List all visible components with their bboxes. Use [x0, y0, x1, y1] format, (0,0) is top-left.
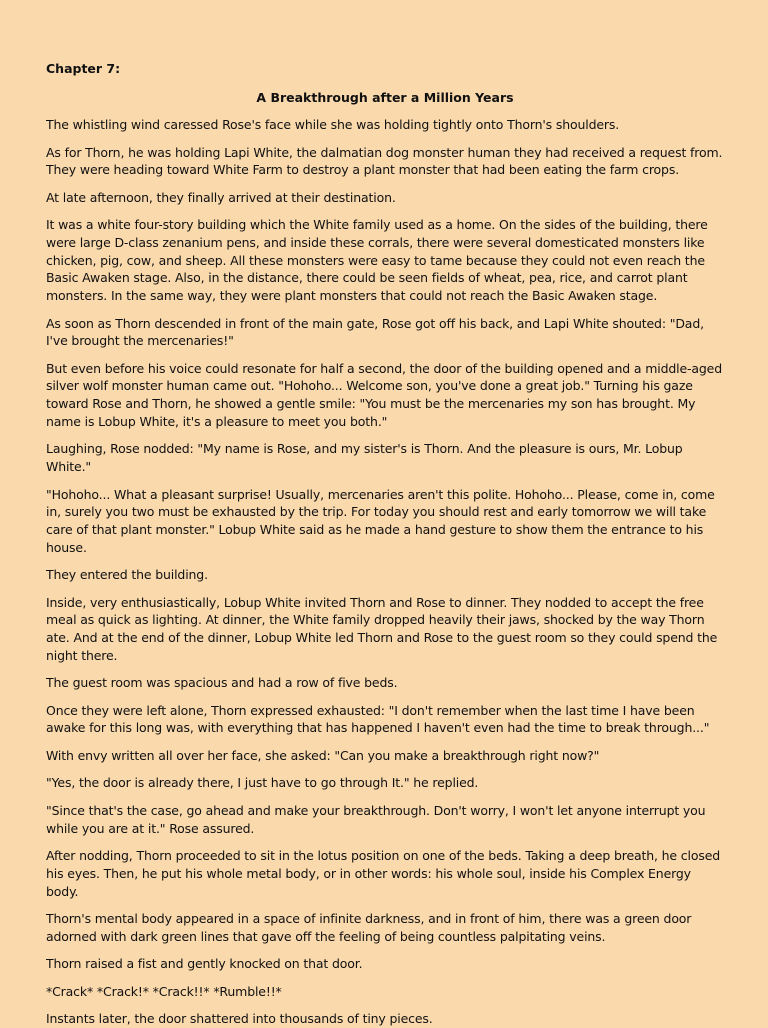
paragraph: As for Thorn, he was holding Lapi White, the dalmatian dog monster human they had received a request from. They were heading toward White Farm to destroy a plant monster that had been eating the farm crops. [46, 144, 723, 178]
paragraph: Once they were left alone, Thorn expressed exhausted: "I don't remember when the last time I have been awake for this long was, with everything that has happened I haven't even had the time to break through..." [46, 702, 710, 736]
paragraph: "Yes, the door is already there, I just have to go through It." he replied. [46, 775, 479, 791]
paragraph: With envy written all over her face, she asked: "Can you make a breakthrough right now?" [46, 747, 600, 763]
paragraph: The whistling wind caressed Rose's face while she was holding tightly onto Thorn's shoulders. [46, 117, 620, 132]
chapter-label: Chapter 7: [46, 61, 121, 76]
paragraph: Inside, very enthusiastically, Lobup White invited Thorn and Rose to dinner. They nodded to accept the free meal as quick as lighting. At dinner, the White family dropped heavily their jaws, shocked by the way Thorn ate. And at the end of the dinner, Lobup White led Thorn and Rose to the guest room so they could spend the night there. [46, 594, 718, 663]
chapter-title: A Breakthrough after a Million Years [256, 90, 514, 105]
paragraph: "Since that's the case, go ahead and make your breakthrough. Don't worry, I won't let anyone interrupt you while you are at it." Rose assured. [46, 802, 706, 836]
paragraph: It was a white four-story building which the White family used as a home. On the sides of the building, there were large D-class zenanium pens, and inside these corrals, there were several domesticated monsters like chicken, pig, cow, and sheep. All these monsters were easy to tame because they could not even reach the Basic Awaken stage. Also, in the distance, there could be seen fields of wheat, pea, rice, and carrot plant monsters. In the same way, they were plant monsters that could not reach the Basic Awaken stage. [46, 217, 708, 304]
paragraph: Thorn raised a fist and gently knocked on that door. [46, 956, 363, 972]
paragraph: The guest room was spacious and had a row of five beds. [46, 675, 398, 691]
paragraph: But even before his voice could resonate for half a second, the door of the building opened and a middle-aged silver wolf monster human came out. "Hohoho... Welcome son, you've done a great job." Turning his gaze toward Rose and Thorn, he showed a gentle smile: "You must be the mercenaries my son has brought. My name is Lobup White, it's a pleasure to meet you both." [46, 360, 722, 429]
paragraph: *Crack* *Crack!* *Crack!!* *Rumble!!* [46, 983, 282, 999]
paragraph: Laughing, Rose nodded: "My name is Rose, and my sister's is Thorn. And the pleasure is ours, Mr. Lobup White." [46, 441, 683, 475]
paragraph: At late afternoon, they finally arrived at their destination. [46, 189, 396, 205]
paragraph: They entered the building. [46, 567, 208, 583]
body-text [46, 116, 724, 1028]
paragraph: After nodding, Thorn proceeded to sit in the lotus position on one of the beds. Taking a deep breath, he closed his eyes. Then, he put his whole metal body, or in other words: his whole soul, inside his Complex Energy body. [46, 848, 721, 899]
paragraph: Instants later, the door shattered into thousands of tiny pieces. [46, 1011, 433, 1027]
paragraph: "Hohoho... What a pleasant surprise! Usually, mercenaries aren't this polite. Hohoho... Please, come in, come in, surely you two must be exhausted by the trip. For today you should rest and early tomorrow we will take care of that plant monster." Lobup White said as he made a hand gesture to show them the entrance to his house. [46, 486, 715, 555]
paragraph: As soon as Thorn descended in front of the main gate, Rose got off his back, and Lapi White shouted: "Dad, I've brought the mercenaries!" [46, 315, 704, 349]
paragraph: Thorn's mental body appeared in a space of infinite darkness, and in front of him, there was a green door adorned with dark green lines that gave off the feeling of being countless palpitating veins. [46, 911, 692, 944]
